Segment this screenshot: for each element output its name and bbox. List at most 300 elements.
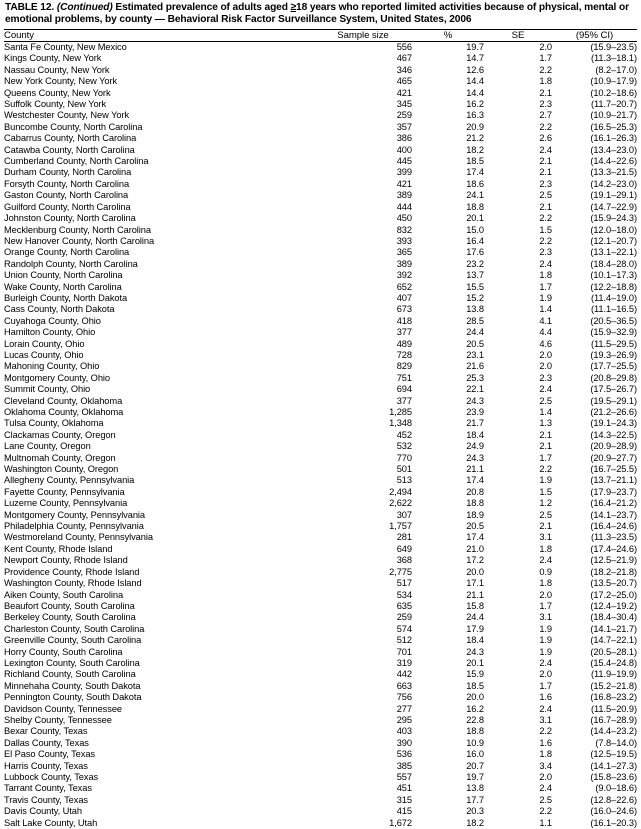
cell-se: 3.4 [539, 760, 552, 771]
table-row [4, 635, 637, 646]
cell-percent: 20.5 [466, 338, 484, 349]
cell-percent: 17.7 [466, 794, 484, 805]
cell-percent: 18.4 [466, 429, 484, 440]
table-row [4, 612, 637, 623]
table-row [4, 590, 637, 601]
cell-percent: 18.4 [466, 635, 484, 646]
cell-se: 2.1 [539, 156, 552, 167]
cell-ci: (9.0–18.6) [595, 783, 637, 794]
table-row [4, 441, 637, 452]
cell-ci: (13.7–21.1) [590, 475, 637, 486]
cell-county: Tarrant County, Texas [4, 783, 92, 794]
column-header-county: County [4, 29, 34, 41]
cell-se: 2.2 [539, 726, 552, 737]
cell-percent: 20.0 [466, 566, 484, 577]
table-row [4, 726, 637, 737]
cell-se: 2.3 [539, 99, 552, 110]
cell-percent: 24.4 [466, 327, 484, 338]
cell-county: Westchester County, New York [4, 110, 130, 121]
column-header-ci: (95% CI) [575, 29, 614, 41]
table-row [4, 761, 637, 772]
table-row [4, 99, 637, 110]
table-row [4, 327, 637, 338]
cell-county: Providence County, Rhode Island [4, 566, 140, 577]
cell-sample-size: 2,622 [389, 498, 412, 509]
table-row [4, 498, 637, 509]
cell-ci: (14.4–23.2) [590, 726, 637, 737]
table-row [4, 704, 637, 715]
table-row [4, 555, 637, 566]
table-row [4, 624, 637, 635]
cell-ci: (20.8–29.8) [590, 372, 637, 383]
cell-percent: 14.4 [466, 76, 484, 87]
cell-se: 1.5 [539, 486, 552, 497]
cell-se: 1.6 [539, 692, 552, 703]
cell-sample-size: 701 [396, 646, 412, 657]
cell-percent: 12.6 [466, 64, 484, 75]
cell-sample-size: 390 [396, 737, 412, 748]
cell-ci: (15.9–23.5) [590, 42, 637, 52]
cell-percent: 24.3 [466, 395, 484, 406]
table-row [4, 247, 637, 258]
cell-sample-size: 392 [396, 270, 412, 281]
cell-ci: (12.5–21.9) [590, 555, 637, 566]
cell-se: 4.1 [539, 315, 552, 326]
cell-county: Suffolk County, New York [4, 99, 107, 110]
table-body [4, 42, 637, 829]
column-header-sample-size: Sample size [337, 29, 389, 41]
table-row [4, 783, 637, 794]
cell-percent: 22.1 [466, 384, 484, 395]
cell-ci: (12.5–19.5) [590, 749, 637, 760]
table-row [4, 510, 637, 521]
cell-percent: 18.2 [466, 817, 484, 828]
cell-county: Newport County, Rhode Island [4, 555, 128, 566]
cell-percent: 21.1 [466, 589, 484, 600]
cell-percent: 15.5 [466, 281, 484, 292]
cell-county: Travis County, Texas [4, 794, 88, 805]
cell-percent: 18.8 [466, 498, 484, 509]
cell-se: 1.6 [539, 737, 552, 748]
cell-sample-size: 829 [396, 361, 412, 372]
cell-ci: (12.8–22.6) [590, 794, 637, 805]
cell-sample-size: 663 [396, 680, 412, 691]
cell-percent: 13.7 [466, 270, 484, 281]
cell-county: Tulsa County, Oklahoma [4, 418, 104, 429]
cell-ci: (10.1–17.3) [590, 270, 637, 281]
cell-ci: (18.2–21.8) [590, 566, 637, 577]
cell-sample-size: 319 [396, 657, 412, 668]
cell-se: 1.7 [539, 600, 552, 611]
cell-se: 1.9 [539, 623, 552, 634]
table-row [4, 384, 637, 395]
cell-sample-size: 467 [396, 53, 412, 64]
cell-sample-size: 385 [396, 760, 412, 771]
cell-ci: (12.4–19.2) [590, 600, 637, 611]
table-row [4, 122, 637, 133]
cell-sample-size: 421 [396, 178, 412, 189]
cell-sample-size: 694 [396, 384, 412, 395]
cell-ci: (15.2–21.8) [590, 680, 637, 691]
cell-se: 2.4 [539, 258, 552, 269]
cell-se: 4.6 [539, 338, 552, 349]
cell-sample-size: 556 [396, 42, 412, 52]
cell-percent: 17.6 [466, 247, 484, 258]
cell-county: Multnomah County, Oregon [4, 452, 116, 463]
cell-se: 2.2 [539, 64, 552, 75]
cell-sample-size: 465 [396, 76, 412, 87]
cell-ci: (11.5–20.9) [591, 703, 637, 714]
cell-se: 1.9 [539, 635, 552, 646]
cell-se: 2.5 [539, 509, 552, 520]
cell-se: 2.4 [539, 703, 552, 714]
cell-ci: (20.9–27.7) [590, 452, 637, 463]
table-row [4, 361, 637, 372]
cell-county: Horry County, South Carolina [4, 646, 123, 657]
cell-ci: (14.1–23.7) [590, 509, 637, 520]
cell-ci: (11.5–29.5) [591, 338, 637, 349]
cell-county: Forsyth County, North Carolina [4, 178, 130, 189]
cell-percent: 17.1 [466, 578, 484, 589]
cell-ci: (18.4–28.0) [590, 258, 637, 269]
cell-sample-size: 259 [396, 612, 412, 623]
cell-percent: 17.9 [466, 623, 484, 634]
cell-ci: (8.2–17.0) [595, 64, 637, 75]
cell-county: Randolph County, North Carolina [4, 258, 138, 269]
cell-county: Santa Fe County, New Mexico [4, 42, 127, 52]
cell-se: 2.4 [539, 657, 552, 668]
table-row [4, 601, 637, 612]
cell-percent: 21.6 [466, 361, 484, 372]
cell-se: 1.4 [539, 304, 552, 315]
table-row [4, 749, 637, 760]
table-row [4, 202, 637, 213]
table-row [4, 53, 637, 64]
cell-se: 1.1 [539, 817, 552, 828]
greater-equal-icon: ≥ [290, 2, 297, 13]
cell-county: Washington County, Rhode Island [4, 578, 142, 589]
cell-county: Nassau County, New York [4, 64, 110, 75]
cell-sample-size: 445 [396, 156, 412, 167]
table-row [4, 647, 637, 658]
cell-ci: (12.1–20.7) [590, 235, 637, 246]
cell-ci: (15.4–24.8) [590, 657, 637, 668]
cell-percent: 15.0 [466, 224, 484, 235]
cell-percent: 20.5 [466, 521, 484, 532]
cell-percent: 21.2 [466, 133, 484, 144]
cell-sample-size: 389 [396, 258, 412, 269]
cell-ci: (14.1–21.7) [590, 623, 637, 634]
cell-se: 2.4 [539, 783, 552, 794]
table-row [4, 430, 637, 441]
cell-sample-size: 451 [396, 783, 412, 794]
cell-sample-size: 512 [396, 635, 412, 646]
cell-sample-size: 259 [396, 110, 412, 121]
cell-ci: (20.5–28.1) [590, 646, 637, 657]
table-row [4, 259, 637, 270]
cell-ci: (16.5–25.3) [590, 121, 637, 132]
cell-sample-size: 421 [396, 87, 412, 98]
cell-county: Salt Lake County, Utah [4, 817, 98, 828]
table-row [4, 818, 637, 829]
table-row [4, 236, 637, 247]
cell-county: Lexington County, South Carolina [4, 657, 140, 668]
cell-ci: (19.3–26.9) [590, 349, 637, 360]
cell-percent: 15.2 [466, 292, 484, 303]
cell-percent: 21.7 [466, 418, 484, 429]
cell-ci: (13.1–22.1) [590, 247, 637, 258]
cell-se: 2.0 [539, 349, 552, 360]
cell-se: 2.4 [539, 384, 552, 395]
cell-se: 2.1 [539, 521, 552, 532]
column-header-percent: % [443, 29, 453, 41]
cell-se: 0.9 [539, 566, 552, 577]
cell-county: Allegheny County, Pennsylvania [4, 475, 135, 486]
table-row [4, 213, 637, 224]
cell-sample-size: 557 [396, 772, 412, 782]
cell-percent: 24.3 [466, 452, 484, 463]
cell-se: 2.5 [539, 794, 552, 805]
cell-county: Johnston County, North Carolina [4, 213, 136, 224]
cell-sample-size: 444 [396, 201, 412, 212]
cell-se: 2.3 [539, 178, 552, 189]
cell-ci: (14.3–22.5) [590, 429, 637, 440]
cell-county: Gaston County, North Carolina [4, 190, 129, 201]
table-row [4, 293, 637, 304]
cell-percent: 24.4 [466, 612, 484, 623]
cell-se: 2.4 [539, 144, 552, 155]
cell-se: 1.2 [539, 498, 552, 509]
cell-se: 1.9 [539, 646, 552, 657]
cell-sample-size: 365 [396, 247, 412, 258]
cell-ci: (19.5–29.1) [590, 395, 637, 406]
cell-sample-size: 357 [396, 121, 412, 132]
cell-se: 2.2 [539, 464, 552, 475]
cell-ci: (16.7–28.9) [590, 714, 637, 725]
cell-se: 2.3 [539, 247, 552, 258]
table-row [4, 738, 637, 749]
cell-percent: 23.9 [466, 407, 484, 417]
cell-percent: 24.1 [466, 190, 484, 201]
cell-se: 1.9 [539, 475, 552, 486]
cell-ci: (11.9–19.9) [591, 669, 637, 680]
cell-se: 1.3 [539, 418, 552, 429]
cell-percent: 20.1 [466, 657, 484, 668]
cell-sample-size: 534 [396, 589, 412, 600]
cell-county: Shelby County, Tennessee [4, 714, 112, 725]
table-row [4, 578, 637, 589]
cell-sample-size: 415 [396, 806, 412, 817]
cell-sample-size: 315 [396, 794, 412, 805]
cell-percent: 18.5 [466, 680, 484, 691]
cell-county: Bexar County, Texas [4, 726, 88, 737]
cell-county: Durham County, North Carolina [4, 167, 132, 178]
cell-se: 3.1 [539, 532, 552, 543]
table-row [4, 772, 637, 783]
cell-sample-size: 403 [396, 726, 412, 737]
cell-sample-size: 649 [396, 543, 412, 554]
table-row [4, 669, 637, 680]
cell-se: 1.4 [539, 407, 552, 417]
cell-percent: 15.9 [466, 669, 484, 680]
table-row [4, 692, 637, 703]
cell-county: Queens County, New York [4, 87, 111, 98]
cell-county: Lorain County, Ohio [4, 338, 85, 349]
cell-county: Wake County, North Carolina [4, 281, 122, 292]
cell-sample-size: 635 [396, 600, 412, 611]
cell-se: 1.9 [539, 292, 552, 303]
cell-percent: 20.3 [466, 806, 484, 817]
cell-ci: (18.4–30.4) [590, 612, 637, 623]
cell-se: 2.7 [539, 110, 552, 121]
cell-ci: (16.4–21.2) [590, 498, 637, 509]
table-row [4, 167, 637, 178]
table-row [4, 407, 637, 418]
cell-percent: 20.0 [466, 692, 484, 703]
cell-se: 2.4 [539, 555, 552, 566]
cell-ci: (10.2–18.6) [590, 87, 637, 98]
cell-se: 2.6 [539, 133, 552, 144]
cell-ci: (20.5–36.5) [590, 315, 637, 326]
cell-ci: (14.2–23.0) [590, 178, 637, 189]
cell-percent: 20.1 [466, 213, 484, 224]
cell-ci: (11.1–16.5) [591, 304, 637, 315]
table-row [4, 521, 637, 532]
cell-ci: (12.2–18.8) [590, 281, 637, 292]
cell-county: Berkeley County, South Carolina [4, 612, 136, 623]
cell-county: Buncombe County, North Carolina [4, 121, 143, 132]
cell-sample-size: 452 [396, 429, 412, 440]
table-row [4, 225, 637, 236]
cell-sample-size: 652 [396, 281, 412, 292]
cell-sample-size: 295 [396, 714, 412, 725]
cell-se: 2.1 [539, 441, 552, 452]
table-row [4, 190, 637, 201]
cell-county: Washington County, Oregon [4, 464, 119, 475]
cell-county: Greenville County, South Carolina [4, 635, 142, 646]
prevalence-table [4, 30, 637, 41]
cell-percent: 16.2 [466, 99, 484, 110]
cell-ci: (11.3–18.1) [591, 53, 637, 64]
cell-sample-size: 751 [396, 372, 412, 383]
cell-percent: 18.2 [466, 144, 484, 155]
cell-se: 2.0 [539, 589, 552, 600]
cell-percent: 17.4 [466, 475, 484, 486]
cell-sample-size: 407 [396, 292, 412, 303]
cell-percent: 18.6 [466, 178, 484, 189]
cell-ci: (13.5–20.7) [590, 578, 637, 589]
title-text-part1: Estimated prevalence of adults aged [115, 2, 291, 13]
cell-se: 4.4 [539, 327, 552, 338]
cell-se: 1.8 [539, 543, 552, 554]
cell-county: Cumberland County, North Carolina [4, 156, 149, 167]
cell-ci: (14.4–22.6) [590, 156, 637, 167]
table-row [4, 487, 637, 498]
cell-se: 2.2 [539, 235, 552, 246]
cell-se: 1.7 [539, 53, 552, 64]
cell-se: 2.2 [539, 121, 552, 132]
table-row [4, 544, 637, 555]
table-row [4, 567, 637, 578]
cell-percent: 18.9 [466, 509, 484, 520]
cell-ci: (20.9–28.9) [590, 441, 637, 452]
cell-percent: 15.8 [466, 600, 484, 611]
column-header-se: SE [511, 29, 525, 41]
cell-county: Cleveland County, Oklahoma [4, 395, 123, 406]
cell-percent: 14.7 [466, 53, 484, 64]
cell-county: Hamilton County, Ohio [4, 327, 96, 338]
cell-se: 1.8 [539, 76, 552, 87]
cell-county: Lane County, Oregon [4, 441, 91, 452]
table-row [4, 304, 637, 315]
cell-percent: 20.9 [466, 121, 484, 132]
cell-sample-size: 673 [396, 304, 412, 315]
cell-ci: (16.1–26.3) [590, 133, 637, 144]
cell-county: Catawba County, North Carolina [4, 144, 135, 155]
cell-sample-size: 489 [396, 338, 412, 349]
table-row [4, 156, 637, 167]
cell-sample-size: 532 [396, 441, 412, 452]
cell-se: 1.8 [539, 578, 552, 589]
table-row [4, 795, 637, 806]
cell-percent: 21.0 [466, 543, 484, 554]
cell-county: El Paso County, Texas [4, 749, 95, 760]
cell-se: 1.7 [539, 281, 552, 292]
cell-sample-size: 393 [396, 235, 412, 246]
cell-ci: (15.8–23.6) [590, 772, 637, 782]
cell-se: 2.2 [539, 806, 552, 817]
cell-county: Harris County, Texas [4, 760, 88, 771]
cell-se: 2.1 [539, 429, 552, 440]
cell-sample-size: 399 [396, 167, 412, 178]
cell-county: Charleston County, South Carolina [4, 623, 145, 634]
cell-se: 2.0 [539, 42, 552, 52]
table-row [4, 133, 637, 144]
cell-percent: 25.3 [466, 372, 484, 383]
table-row [4, 373, 637, 384]
header-row [4, 30, 637, 41]
cell-se: 1.8 [539, 749, 552, 760]
cell-sample-size: 345 [396, 99, 412, 110]
table-row [4, 418, 637, 429]
cell-county: Clackamas County, Oregon [4, 429, 116, 440]
cell-sample-size: 368 [396, 555, 412, 566]
cell-percent: 18.8 [466, 201, 484, 212]
cell-county: Dallas County, Texas [4, 737, 89, 748]
cell-sample-size: 281 [396, 532, 412, 543]
cell-se: 1.8 [539, 270, 552, 281]
cell-sample-size: 450 [396, 213, 412, 224]
table-row [4, 464, 637, 475]
cell-ci: (13.4–23.0) [590, 144, 637, 155]
cell-percent: 16.3 [466, 110, 484, 121]
cell-county: Cuyahoga County, Ohio [4, 315, 101, 326]
cell-county: Union County, North Carolina [4, 270, 123, 281]
cell-ci: (16.1–20.3) [590, 817, 637, 828]
table-row [4, 350, 637, 361]
cell-percent: 16.0 [466, 749, 484, 760]
cell-percent: 13.8 [466, 783, 484, 794]
cell-sample-size: 377 [396, 327, 412, 338]
cell-percent: 22.8 [466, 714, 484, 725]
table-row [4, 396, 637, 407]
cell-county: Kent County, Rhode Island [4, 543, 113, 554]
cell-county: Guilford County, North Carolina [4, 201, 131, 212]
cell-county: New Hanover County, North Carolina [4, 235, 155, 246]
table-row [4, 658, 637, 669]
cell-county: Cass County, North Dakota [4, 304, 115, 315]
cell-ci: (19.1–24.3) [590, 418, 637, 429]
